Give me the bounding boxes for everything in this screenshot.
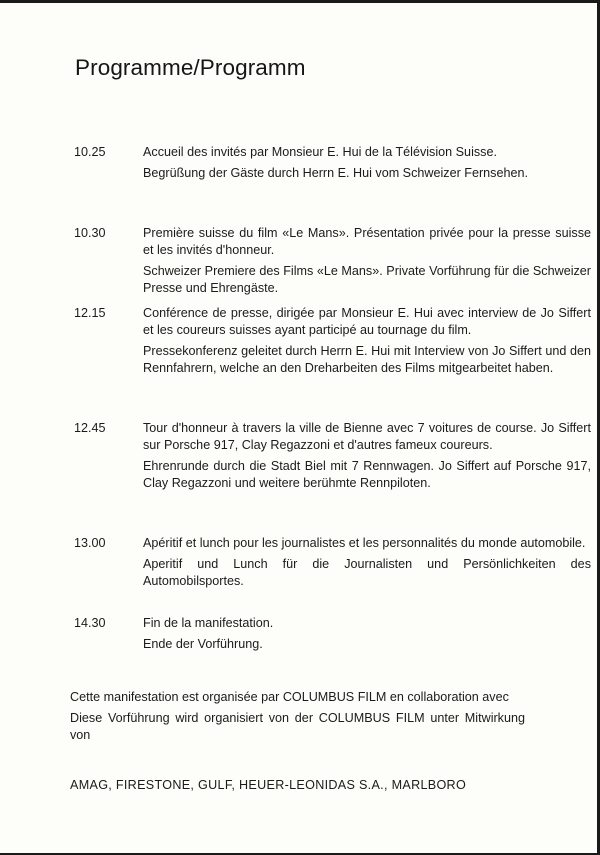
entry-text-fr: Première suisse du film «Le Mans». Présentation privée pour la presse suisse et les invités d'honneur. — [143, 226, 591, 257]
entry-text-de: Ende der Vorführung. — [143, 637, 263, 651]
entry-time: 14.30 — [74, 616, 106, 630]
sponsor-list: AMAG, FIRESTONE, GULF, HEUER-LEONIDAS S.A., MARLBORO — [70, 778, 467, 792]
entry-time: 10.25 — [74, 145, 106, 159]
entry-time: 10.30 — [74, 226, 106, 240]
entry-text-fr: Apéritif et lunch pour les journalistes et les personnalités du monde automobile. — [143, 536, 586, 550]
organizer-text-de: Diese Vorführung wird organisiert von der COLUMBUS FILM unter Mitwirkung von — [70, 711, 525, 742]
organizer-note — [70, 689, 525, 744]
entry-time: 12.45 — [74, 421, 106, 435]
entry-text-de: Ehrenrunde durch die Stadt Biel mit 7 Rennwagen. Jo Siffert auf Porsche 917, Clay Regazzoni und weitere berühmte Rennpiloten. — [143, 459, 591, 490]
entry-text-de: Pressekonferenz geleitet durch Herrn E. Hui mit Interview von Jo Siffert und den Rennfahrern, welche an den Dreharbeiten des Films mitgearbeitet haben. — [143, 344, 591, 375]
entry-text-fr: Conférence de presse, dirigée par Monsieur E. Hui avec interview de Jo Siffert et les coureurs suisses ayant participé au tournage du film. — [143, 306, 591, 337]
page-title: Programme/Programm — [75, 55, 306, 80]
entry-text-de: Aperitif und Lunch für die Journalisten und Persönlichkeiten des Automobilsportes. — [143, 557, 591, 588]
entry-text-fr: Tour d'honneur à travers la ville de Bienne avec 7 voitures de course. Jo Siffert sur Porsche 917, Clay Regazzoni et d'autres fameux coureurs. — [143, 421, 591, 452]
document-page — [0, 3, 597, 853]
organizer-text-fr: Cette manifestation est organisée par COLUMBUS FILM en collaboration avec — [70, 690, 509, 704]
entry-text-fr: Fin de la manifestation. — [143, 616, 274, 630]
entry-time: 12.15 — [74, 306, 106, 320]
entry-text-fr: Accueil des invités par Monsieur E. Hui de la Télévision Suisse. — [143, 145, 497, 159]
entry-time: 13.00 — [74, 536, 106, 550]
entry-text-de: Schweizer Premiere des Films «Le Mans». Private Vorführung für die Schweizer Presse und Ehrengäste. — [143, 264, 591, 295]
entry-text-de: Begrüßung der Gäste durch Herrn E. Hui vom Schweizer Fernsehen. — [143, 166, 528, 180]
